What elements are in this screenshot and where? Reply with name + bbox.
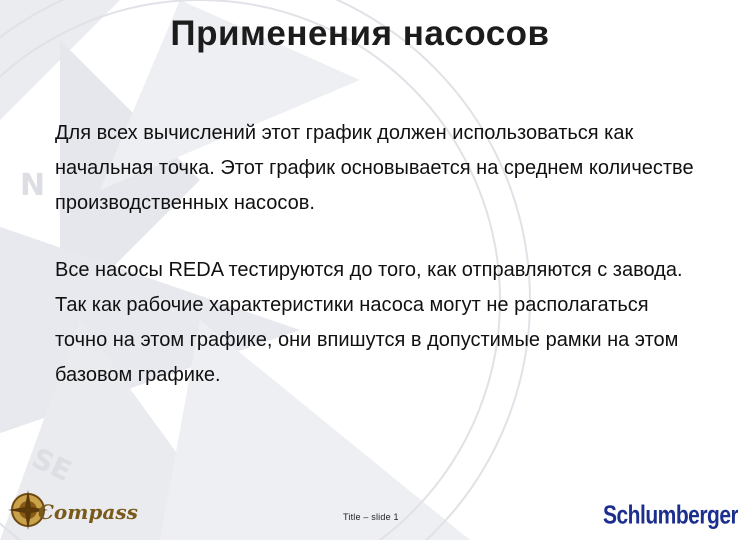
schlumberger-logo: Schlumberger [603, 501, 738, 530]
compass-logo-text: Compass [38, 500, 138, 524]
compass-letter-n: N [20, 168, 46, 203]
slide-body [55, 116, 695, 393]
compass-logo [8, 488, 138, 532]
body-paragraph-1: Для всех вычислений этот график должен использоваться как начальная точка. Этот график основывается на среднем количестве производственных насосов. [55, 122, 694, 214]
compass-letter-se: SE [27, 441, 77, 488]
slide-title: Применения насосов [170, 14, 550, 53]
footer-slide-label: Title – slide 1 [343, 512, 399, 522]
body-paragraph-2: Все насосы REDA тестируются до того, как отправляются с завода. Так как рабочие характеристики насоса могут не располагаться точно на этом графике, они впишутся в допустимые рамки на этом базовом графике. [55, 259, 683, 386]
